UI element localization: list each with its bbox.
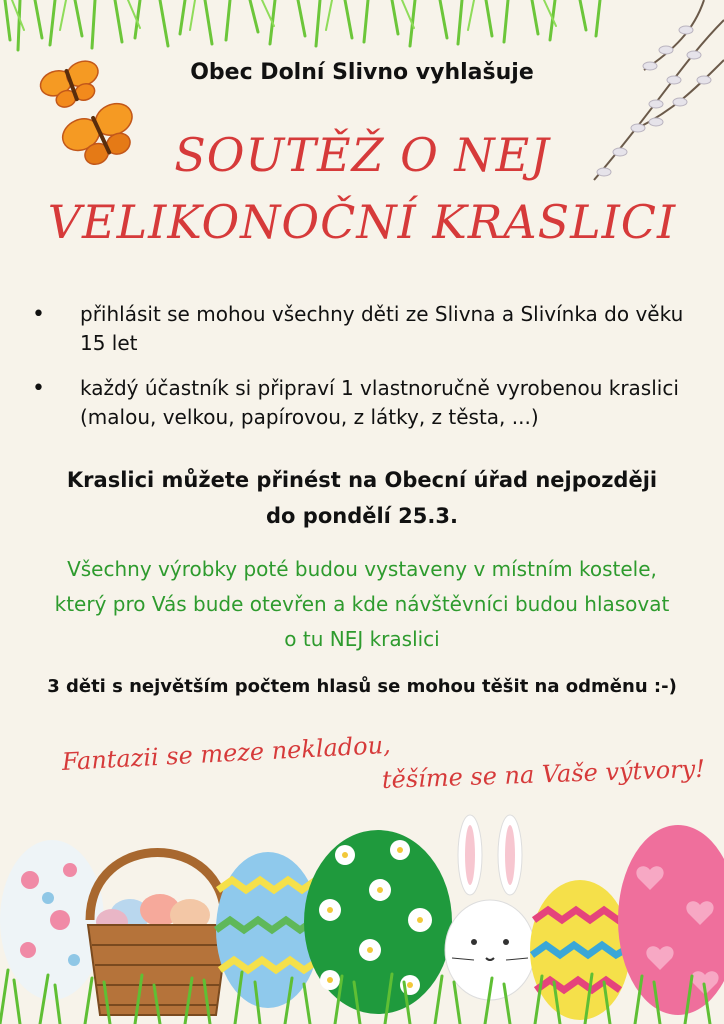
exhibition-line-3: o tu NEJ kraslici bbox=[284, 627, 440, 651]
slogan-part-2: těšíme se na Vaše výtvory! bbox=[381, 754, 706, 794]
easter-basket-icon bbox=[88, 853, 228, 1016]
easter-egg-icon bbox=[618, 825, 724, 1015]
reward-text: 3 děti s největším počtem hlasů se mohou těšit na odměnu :-) bbox=[47, 676, 677, 697]
bullet-icon: • bbox=[32, 376, 45, 401]
list-item-text: každý účastník si připraví 1 vlastnoručně vyrobenou kraslici (malou, velkou, papírovou, z látky, z těsta, ...) bbox=[80, 376, 679, 429]
announcer-heading: Obec Dolní Slivno vyhlašuje bbox=[190, 60, 534, 85]
easter-decoration bbox=[0, 810, 724, 1024]
deadline-line-1: Kraslici můžete přinést na Obecní úřad nejpozději bbox=[66, 468, 658, 492]
title-line-1: SOUTĚŽ O NEJ bbox=[174, 128, 550, 182]
exhibition-line-2: který pro Vás bude otevřen a kde návštěvníci budou hlasovat bbox=[54, 592, 670, 616]
bullet-icon: • bbox=[32, 302, 45, 327]
easter-egg-icon bbox=[530, 880, 630, 1020]
bunny-icon bbox=[445, 815, 535, 1000]
exhibition-info bbox=[0, 552, 724, 657]
slogan-part-1: Fantazii se meze nekladou, bbox=[61, 730, 392, 776]
list-item bbox=[30, 374, 700, 432]
title-line-2: VELIKONOČNÍ KRASLICI bbox=[47, 195, 677, 249]
deadline-line-2: do pondělí 25.3. bbox=[266, 504, 458, 528]
list-item bbox=[30, 300, 700, 358]
deadline-notice bbox=[0, 462, 724, 534]
easter-egg-icon bbox=[304, 830, 452, 1014]
rules-list bbox=[30, 300, 700, 448]
list-item-text: přihlásit se mohou všechny děti ze Slivna a Slivínka do věku 15 let bbox=[80, 302, 684, 355]
exhibition-line-1: Všechny výrobky poté budou vystaveny v místním kostele, bbox=[67, 557, 657, 581]
